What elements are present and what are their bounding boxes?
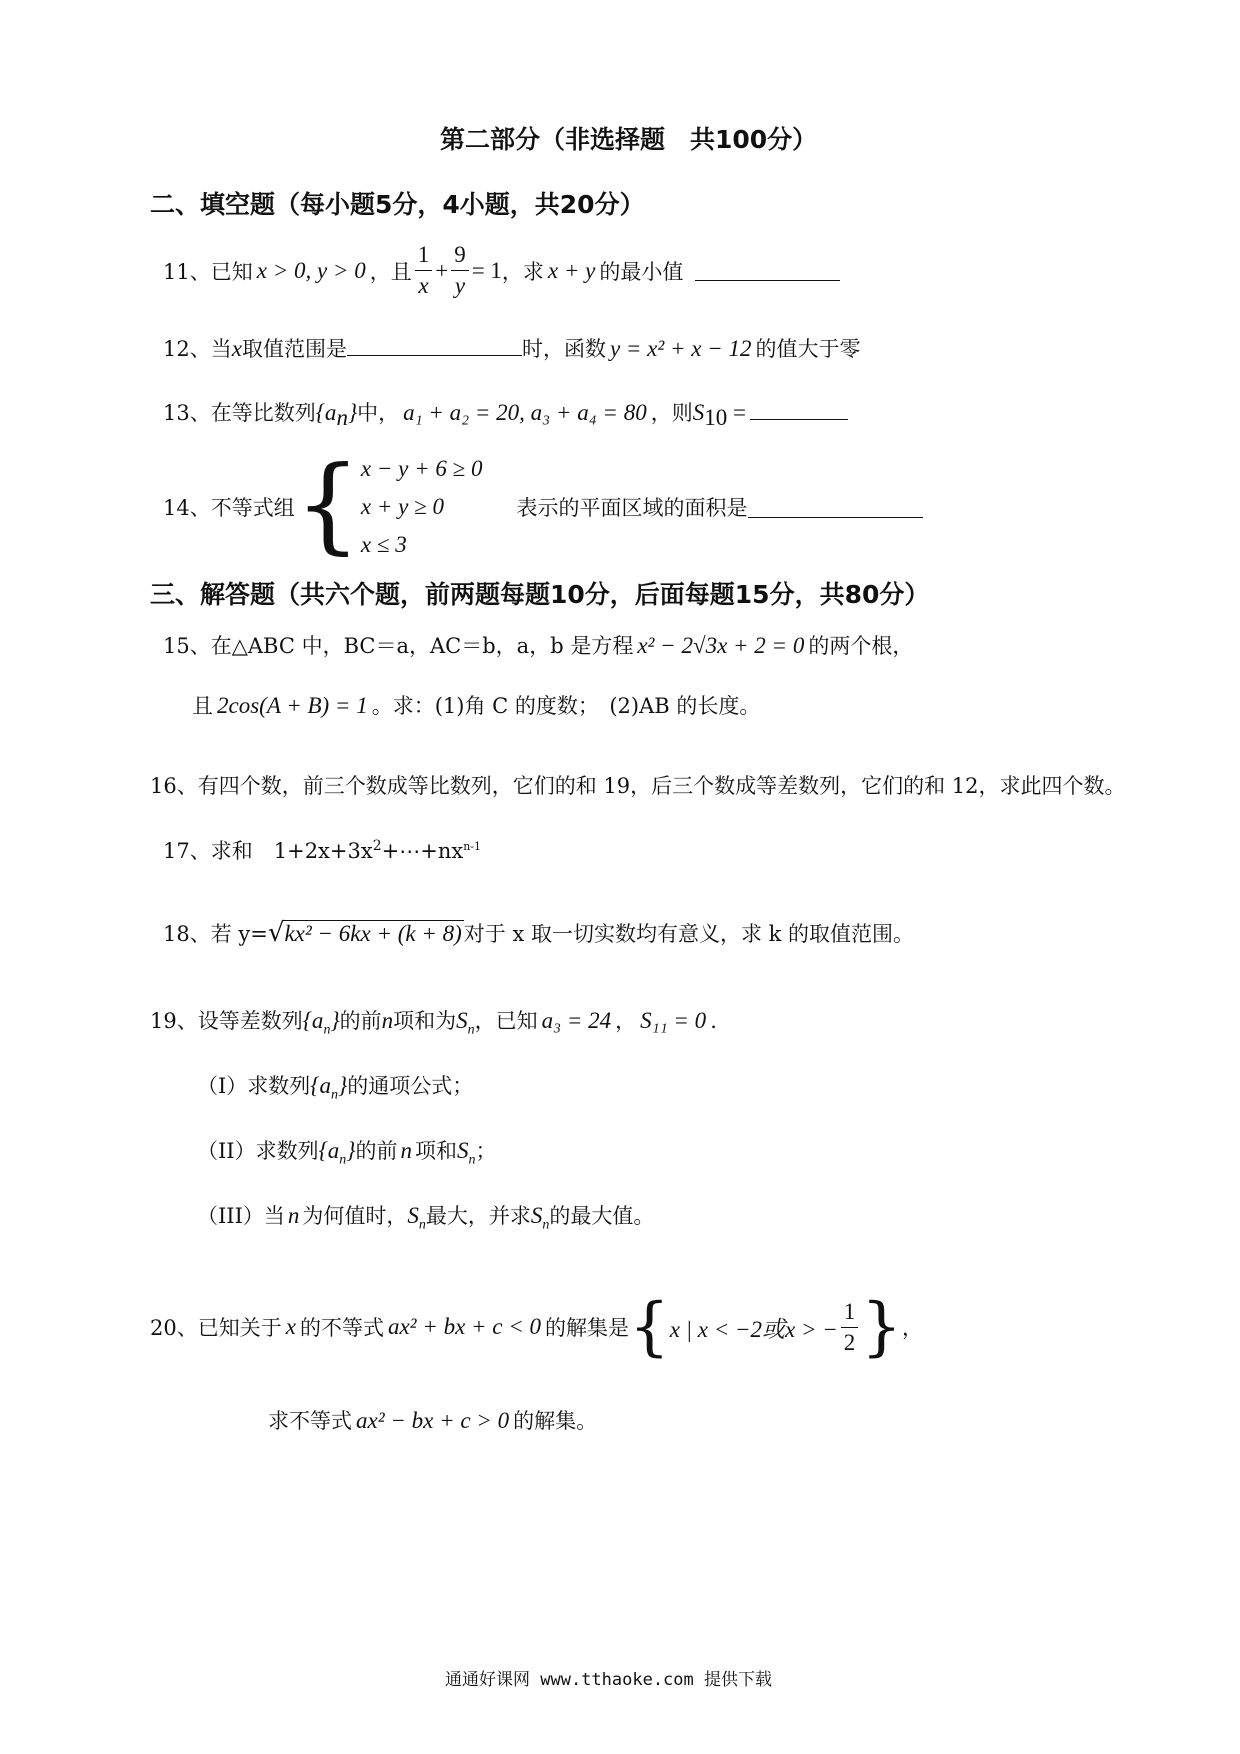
question-20-line-2 bbox=[268, 1405, 597, 1435]
section-heading-fill-in: 二、填空题（每小题5分，4小题，共20分） bbox=[150, 190, 645, 219]
question-text: 为何值时， bbox=[302, 1204, 408, 1228]
question-text: 的不等式 bbox=[299, 1316, 384, 1340]
math-expression: x + y bbox=[547, 257, 596, 283]
math-expression: n bbox=[381, 1008, 394, 1033]
question-text: 的前 bbox=[339, 1009, 382, 1033]
denominator: 2 bbox=[843, 1329, 856, 1355]
question-text: 项和为 bbox=[393, 1009, 457, 1033]
subscript: n bbox=[336, 405, 348, 431]
question-20 bbox=[150, 1290, 924, 1364]
question-text: 在等比数列 bbox=[210, 401, 316, 425]
question-text: 17、求和 bbox=[163, 839, 274, 863]
math-expression: a₃ = 24 bbox=[541, 1008, 612, 1033]
question-14 bbox=[163, 443, 923, 565]
math-expression: y = x² + x − 12 bbox=[609, 336, 752, 361]
question-text: 。求：(1)角 C 的度数； (2)AB 的长度。 bbox=[371, 694, 761, 718]
question-text: 的通项公式； bbox=[347, 1074, 474, 1098]
question-text: 的最小值 bbox=[599, 259, 684, 284]
question-text: 中， bbox=[357, 401, 400, 425]
math-expression: 1+2x+3x bbox=[273, 839, 373, 863]
question-19-part-2 bbox=[197, 1135, 497, 1169]
math-expression: $\{a_n\}$ bbox=[318, 1138, 356, 1168]
math-expression: = 1 bbox=[471, 257, 502, 283]
fraction bbox=[451, 240, 469, 301]
question-text: 的解集。 bbox=[513, 1409, 598, 1433]
page-title: 第二部分（非选择题 共100分） bbox=[440, 125, 818, 154]
superscript: n-1 bbox=[463, 840, 481, 853]
question-text: ，且 bbox=[369, 259, 412, 284]
question-text: 18、若 y= bbox=[163, 922, 268, 946]
math-expression: = bbox=[727, 400, 746, 425]
question-text: 19、设等差数列 bbox=[150, 1009, 303, 1033]
numerator: 9 bbox=[451, 240, 469, 271]
math-expression: S₁₁ = 0 bbox=[640, 1008, 707, 1033]
math-expression: x bbox=[231, 336, 242, 361]
math-expression: x² − 2√3x + 2 = 0 bbox=[637, 633, 805, 658]
question-text: 的最大值。 bbox=[549, 1204, 655, 1228]
math-expression: $\{a_n\}$ bbox=[302, 1008, 340, 1038]
subscript: 10 bbox=[704, 405, 728, 431]
question-text: 已知 bbox=[210, 259, 253, 284]
question-text: （III）当 bbox=[197, 1204, 285, 1228]
answer-blank[interactable] bbox=[695, 260, 840, 281]
left-brace: { bbox=[629, 1290, 670, 1364]
math-expression: $S_n$ bbox=[456, 1008, 475, 1038]
question-18 bbox=[163, 918, 914, 948]
question-text: ， bbox=[615, 1009, 637, 1033]
question-19-part-1 bbox=[197, 1070, 473, 1104]
section-heading-solutions: 三、解答题（共六个题，前两题每题10分，后面每题15分，共80分） bbox=[150, 580, 930, 609]
question-text: 取值范围是 bbox=[241, 337, 347, 361]
numerator: 1 bbox=[415, 240, 433, 271]
question-text: 且 bbox=[192, 694, 213, 718]
left-brace: { bbox=[294, 443, 361, 565]
question-text: ，已知 bbox=[474, 1009, 538, 1033]
question-text: 的前 bbox=[355, 1139, 398, 1163]
question-11 bbox=[163, 240, 840, 301]
sqrt-symbol: √ bbox=[267, 918, 285, 948]
question-19 bbox=[150, 1005, 717, 1039]
math-expression: ax² − bx + c > 0 bbox=[356, 1408, 510, 1433]
question-text: 时，函数 bbox=[521, 337, 606, 361]
inequality-system bbox=[361, 450, 483, 564]
question-text: 对于 x 取一切实数均有意义，求 k 的取值范围。 bbox=[463, 922, 915, 946]
math-expression: a₁ + a₂ = 20, a₃ + a₄ = 80 bbox=[403, 400, 647, 425]
question-text: 的解集是 bbox=[545, 1316, 630, 1340]
question-text: 20、已知关于 bbox=[150, 1316, 282, 1340]
math-expression: S bbox=[692, 400, 705, 425]
math-expression: $S_n$ bbox=[407, 1203, 426, 1233]
question-text: （I）求数列 bbox=[197, 1074, 311, 1098]
question-number: 12、 bbox=[163, 337, 211, 361]
question-text: 项和 bbox=[415, 1139, 457, 1163]
math-expression: x > 0, y > 0 bbox=[256, 257, 366, 283]
question-12 bbox=[163, 333, 861, 363]
math-expression: ax² + bx + c < 0 bbox=[387, 1314, 542, 1339]
question-text: 不等式组 bbox=[210, 496, 295, 520]
math-expression: {a bbox=[315, 400, 337, 425]
question-text: （II）求数列 bbox=[197, 1139, 319, 1163]
question-text: 求不等式 bbox=[268, 1409, 352, 1433]
footer: 通通好课网 www.tthaoke.com 提供下载 bbox=[445, 1670, 772, 1690]
denominator: y bbox=[454, 273, 466, 298]
answer-blank[interactable] bbox=[750, 399, 848, 420]
math-operator: + bbox=[435, 257, 449, 283]
question-number: 14、 bbox=[163, 496, 211, 520]
right-brace: } bbox=[861, 1290, 903, 1364]
question-text: 最大，并求 bbox=[425, 1204, 531, 1228]
question-text: 的两个根， bbox=[808, 634, 914, 658]
question-text: 表示的平面区域的面积是 bbox=[516, 496, 748, 520]
question-text: ，求 bbox=[501, 259, 544, 284]
math-expression: } bbox=[347, 400, 358, 425]
math-expression: x | x < −2或x > − bbox=[669, 1316, 838, 1342]
question-text: 的值大于零 bbox=[755, 337, 861, 361]
question-16: 16、有四个数，前三个数成等比数列，它们的和 19，后三个数成等差数列，它们的和 12，求此四个数。 bbox=[150, 774, 1126, 798]
question-text: ，则 bbox=[650, 401, 693, 425]
numerator: 1 bbox=[841, 1297, 859, 1328]
superscript: 2 bbox=[372, 838, 382, 854]
answer-blank[interactable] bbox=[748, 497, 923, 518]
question-13 bbox=[163, 397, 848, 431]
question-17 bbox=[163, 835, 481, 865]
question-text: 当 bbox=[210, 337, 232, 361]
inequality-line: x − y + 6 ≥ 0 bbox=[360, 456, 483, 481]
math-expression: $S_n$ bbox=[457, 1138, 476, 1168]
math-expression: 2cos(A + B) = 1 bbox=[217, 693, 368, 718]
question-number: 13、 bbox=[163, 401, 211, 425]
inequality-line: x ≤ 3 bbox=[360, 532, 407, 557]
fraction bbox=[841, 1297, 859, 1358]
question-19-part-3 bbox=[197, 1200, 654, 1234]
question-15-line-1 bbox=[163, 630, 913, 660]
math-expression: kx² − 6kx + (k + 8) bbox=[284, 921, 462, 946]
question-number: 11、 bbox=[163, 259, 211, 284]
math-expression: n bbox=[287, 1203, 300, 1228]
math-expression: +⋯+nx bbox=[381, 839, 464, 863]
inequality-line: x + y ≥ 0 bbox=[360, 494, 444, 519]
question-text: 15、在△ABC 中，BC＝a，AC＝b，a，b 是方程 bbox=[163, 634, 634, 658]
math-expression: $\{a_n\}$ bbox=[310, 1073, 348, 1103]
question-text: . bbox=[710, 1009, 717, 1033]
math-expression: $S_n$ bbox=[530, 1203, 550, 1233]
denominator: x bbox=[418, 273, 429, 298]
math-expression: n bbox=[400, 1138, 412, 1163]
fraction bbox=[415, 240, 433, 301]
question-text: ； bbox=[475, 1139, 497, 1163]
question-15-line-2 bbox=[192, 690, 760, 720]
question-text: ， bbox=[902, 1316, 924, 1340]
math-expression: x bbox=[285, 1314, 296, 1339]
answer-blank[interactable] bbox=[347, 335, 522, 356]
